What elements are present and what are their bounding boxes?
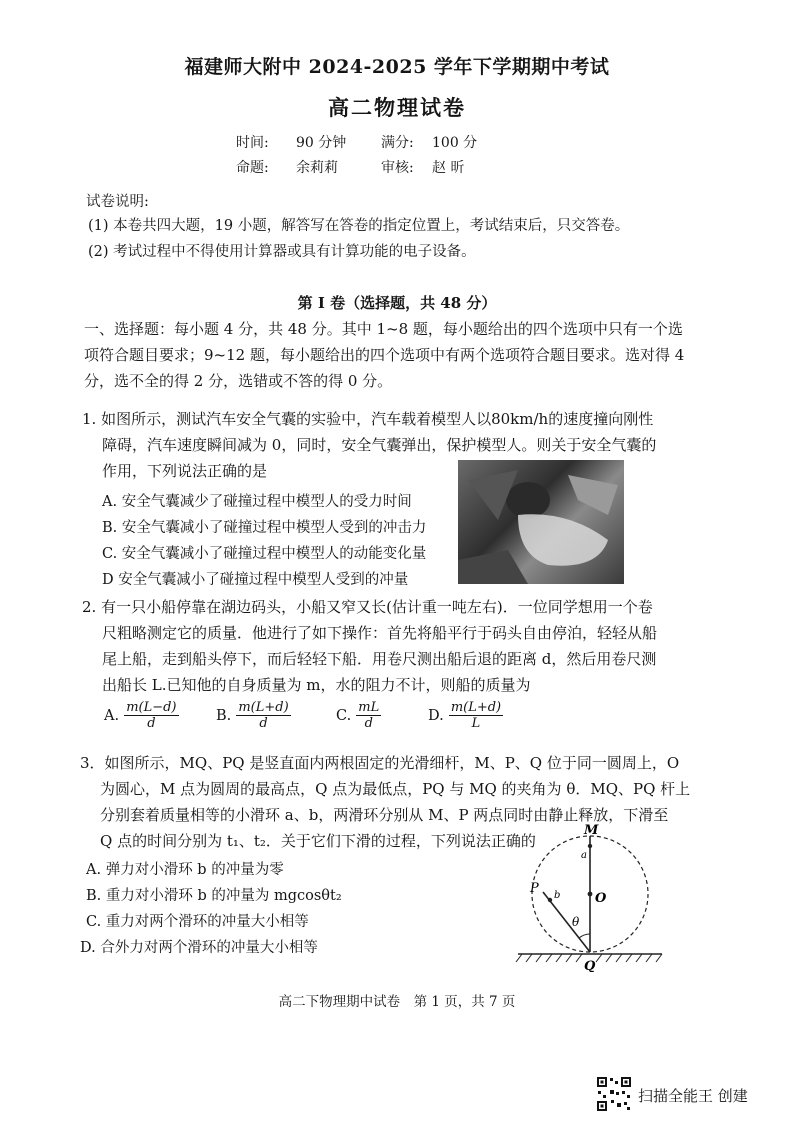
label-a: a xyxy=(581,850,587,861)
fraction xyxy=(236,700,290,731)
numerator: m(L+d) xyxy=(450,700,502,715)
q1-option-c: C. 安全气囊减小了碰撞过程中模型人的动能变化量 xyxy=(102,546,427,562)
note-item: (1) 本卷共四大题，19 小题，解答写在答卷的指定位置上，考试结束后，只交答卷。 xyxy=(88,218,630,234)
crash-test-image xyxy=(458,460,624,584)
q1-option-b: B. 安全气囊减小了碰撞过程中模型人受到的冲击力 xyxy=(102,520,427,536)
exam-subtitle: 高二物理试卷 xyxy=(328,95,466,120)
q2-option-c xyxy=(336,700,381,731)
label-o: O xyxy=(595,891,607,906)
q1-stem-line: 1. 如图所示，测试汽车安全气囊的实验中，汽车载着模型人以80km/h的速度撞向刚性 xyxy=(82,410,654,428)
section-intro-line: 项符合题目要求；9~12 题，每小题给出的四个选项中有两个选项符合题目要求。选对得 4 xyxy=(84,346,685,364)
label-m: M xyxy=(584,823,599,838)
q3-stem-line: 3．如图所示，MQ、PQ 是竖直面内两根固定的光滑细杆，M、P、Q 位于同一圆周上，O xyxy=(80,754,680,772)
q2-option-b xyxy=(216,700,291,731)
option-label: C. xyxy=(336,708,352,724)
q2-stem-line: 尺粗略测定它的质量．他进行了如下操作：首先将船平行于码头自由停泊，轻轻从船 xyxy=(102,624,658,642)
fraction xyxy=(124,700,178,731)
denominator: d xyxy=(147,716,156,731)
fraction xyxy=(356,700,381,731)
circle-rods-diagram xyxy=(510,822,670,972)
q2-stem-line: 出船长 L.已知他的自身质量为 m，水的阻力不计，则船的质量为 xyxy=(102,676,531,694)
q1-option-a: A. 安全气囊减少了碰撞过程中模型人的受力时间 xyxy=(102,494,412,510)
label-q: Q xyxy=(584,959,596,972)
denominator: d xyxy=(259,716,268,731)
author-value: 余莉莉 xyxy=(296,160,338,176)
reviewer-label: 审核: xyxy=(381,160,414,176)
scanner-watermark: 扫描全能王 创建 xyxy=(638,1087,748,1105)
option-label: B. xyxy=(216,708,232,724)
section-intro-line: 分，选不全的得 2 分，选错或不答的得 0 分。 xyxy=(84,372,393,390)
numerator: mL xyxy=(358,700,380,715)
time-value: 90 分钟 xyxy=(296,135,347,151)
option-label: A. xyxy=(104,708,120,724)
numerator: m(L+d) xyxy=(238,700,289,715)
q2-stem-line: 尾上船，走到船头停下，而后轻轻下船．用卷尺测出船后退的距离 d，然后用卷尺测 xyxy=(102,650,657,668)
q3-stem-line: 为圆心，M 点为圆周的最高点，Q 点为最低点，PQ 与 MQ 的夹角为 θ．MQ、PQ 杆上 xyxy=(100,780,691,798)
label-theta: θ xyxy=(572,915,580,929)
q3-option-b: B. 重力对小滑环 b 的冲量为 mgcosθt₂ xyxy=(86,888,342,904)
q2-option-a xyxy=(104,700,179,731)
note-item: (2) 考试过程中不得使用计算器或具有计算功能的电子设备。 xyxy=(88,244,476,260)
score-value: 100 分 xyxy=(432,135,478,151)
q2-stem-line: 2. 有一只小船停靠在湖边码头，小船又窄又长(估计重一吨左右)．一位同学想用一个卷 xyxy=(82,598,653,616)
exam-title: 福建师大附中 2024-2025 学年下学期期中考试 xyxy=(184,56,610,78)
denominator: d xyxy=(364,716,373,731)
q3-stem-line: 分别套着质量相等的小滑环 a、b，两滑环分别从 M、P 两点同时由静止释放，下滑至 xyxy=(100,806,669,824)
label-p: P xyxy=(530,881,539,896)
option-label: D. xyxy=(428,708,444,724)
q1-stem-line: 障碍，汽车速度瞬间减为 0，同时，安全气囊弹出，保护模型人。则关于安全气囊的 xyxy=(102,436,657,454)
reviewer-value: 赵 昕 xyxy=(432,160,465,176)
q3-option-c: C. 重力对两个滑环的冲量大小相等 xyxy=(86,914,309,930)
q1-option-d: D 安全气囊减小了碰撞过程中模型人受到的冲量 xyxy=(102,572,409,588)
q3-option-a: A. 弹力对小滑环 b 的冲量为零 xyxy=(86,862,284,878)
crash-test-photo xyxy=(458,460,624,584)
page-footer: 高二下物理期中试卷 第 1 页，共 7 页 xyxy=(278,994,516,1010)
q2-option-d xyxy=(428,700,503,731)
section-intro-line: 一、选择题：每小题 4 分，共 48 分。其中 1~8 题，每小题给出的四个选项中只有一个选 xyxy=(84,320,683,338)
time-label: 时间: xyxy=(236,135,269,151)
notes-title: 试卷说明: xyxy=(86,194,149,210)
q3-stem-line: Q 点的时间分别为 t₁、t₂．关于它们下滑的过程，下列说法正确的 xyxy=(100,832,536,850)
score-label: 满分: xyxy=(381,135,414,151)
author-label: 命题: xyxy=(236,160,269,176)
fraction xyxy=(449,700,503,731)
q1-stem-line: 作用，下列说法正确的是 xyxy=(102,462,268,480)
label-b: b xyxy=(554,890,561,901)
qr-code-icon xyxy=(596,1076,632,1112)
section-title: 第 I 卷（选择题，共 48 分） xyxy=(297,294,497,312)
q3-option-d: D. 合外力对两个滑环的冲量大小相等 xyxy=(80,940,318,956)
denominator: L xyxy=(471,716,481,731)
numerator: m(L−d) xyxy=(126,700,177,715)
